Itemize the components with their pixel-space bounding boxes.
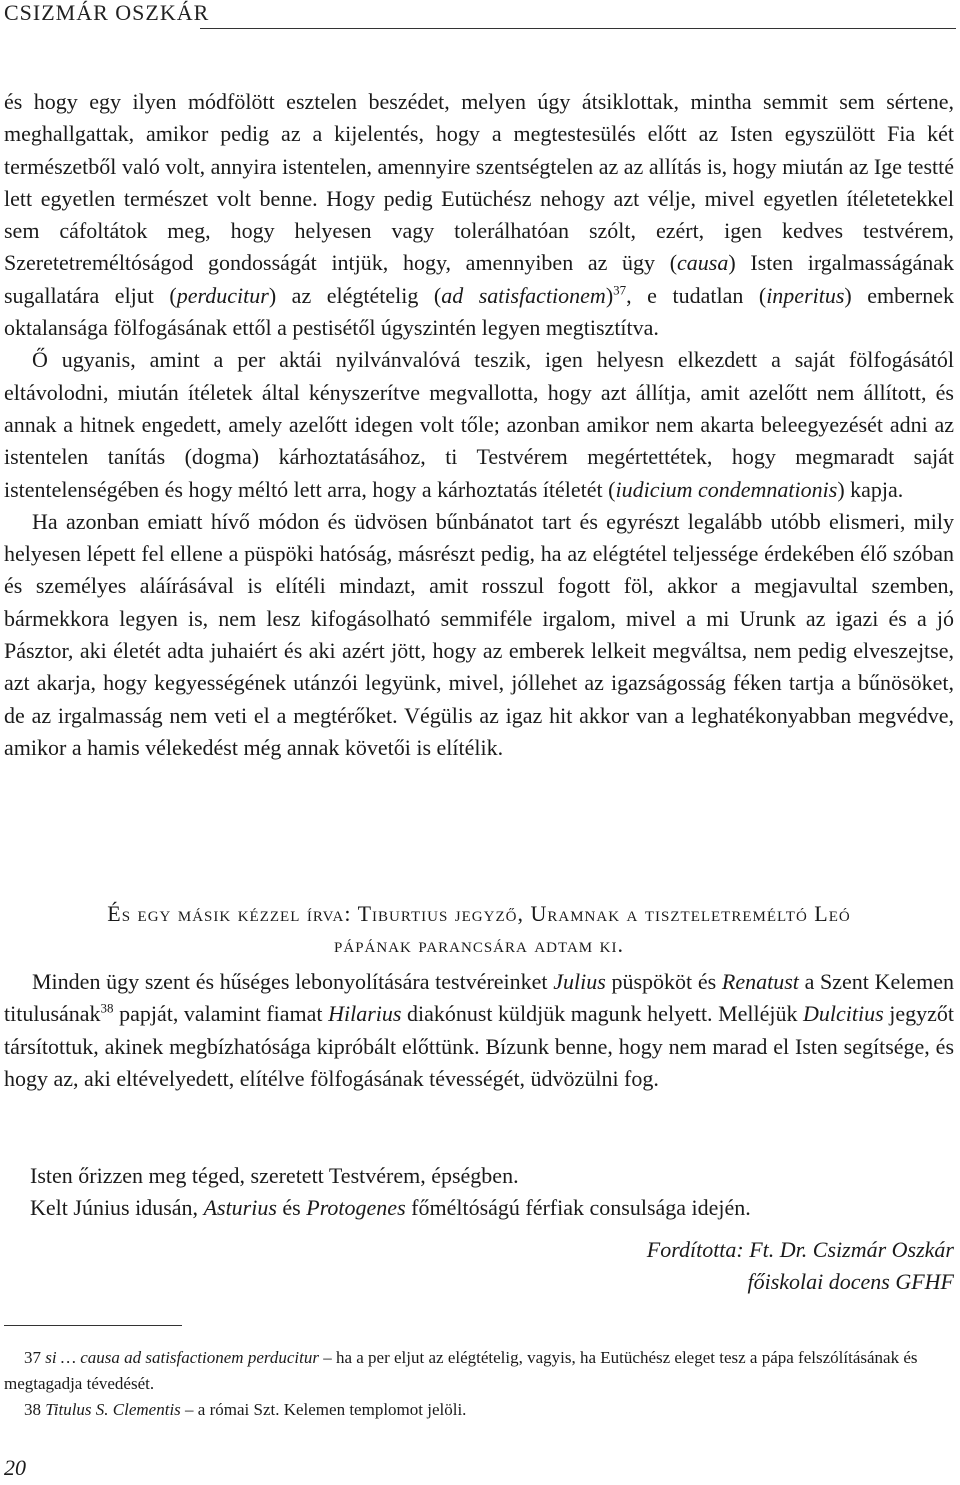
text-run: Ha azonban emiatt hívő módon és üdvösen bűnbánatot tart és egyrészt legalább utóbb elismeri, mily helyesen lépett fel ellene a püspöki hatóság, másrészt pedig, ha az elégtétel teljessége érdekében élő szóban és személyes aláírásával is elítéli mindazt, amit rosszul fogott föl, akkor a megjavultal szemben, bármekkora legyen is, nem lesz kifogásolható semmiféle irgalom, mivel a mi Urunk az igazi és a jó Pásztor, aki életét adta juhaiért és aki azért jött, hogy az emberek lelkeit megváltsa, nem pedig elveszejtse, azt akarja, hogy kegyességének utánzói legyünk, mivel, jóllehet az igazságosság féken tartja a bűnösöket, de az irgalmasság nem veti el a megtérőket. Végülis az igaz hit akkor van a leghatékonyabban megvédve, amikor a hamis vélekedést még annak követői is elítélik. [4,508,954,760]
section-heading-line: pápának parancsára adtam ki. [334,932,624,957]
text-run: jegyzőt társítottuk, akinek megbízhatósága kipróbált előttünk. Bízunk benne, hogy nem marad el Isten segítsége, és hogy az, aki eltévelyedett, elítélve fölfogásának tévességét, üdvözülni fog. [4,1001,954,1091]
text-run: – a római Szt. Kelemen templomot jelöli. [180,1400,467,1419]
latin-term: Dulcitius [803,1001,884,1027]
text-run: 38 [24,1400,46,1419]
text-run: Kelt Június idusán, [30,1195,204,1221]
text-run: és hogy egy ilyen módfölött esztelen beszédet, melyen úgy átsiklottak, mintha semmit sem sértene, meghallgattak, amikor pedig az a kijelentés, hogy a megtestesülés előtt az Isten egyszülött Fia két természetből való volt, annyira istentelen, amennyire szentségtelen az az allítás is, hogy miután az Ige testté lett egyetlen természet volt benne. Hogy pedig Eutüchész nehogy azt vélje, mivel egyetlen ítéletetekkel sem cáfoltátok meg, hogy helyesen vagy tolerálhatóan szólt, ezért, igen kedves testvérem, Szeretetreméltóságod gondosságát intjük, hogy, amennyiben az ügy ( [4,89,954,276]
main-text [4,86,954,764]
latin-term: Titulus S. Clementis [45,1400,181,1419]
closing-line [30,1192,954,1224]
footnote-ref: 38 [100,1000,114,1016]
text-run: a Szent Kelemen titulusának [4,969,954,1027]
footnote-rule [4,1325,182,1326]
signature-line: főiskolai docens GFHF [747,1269,954,1294]
latin-term: perducitur [176,282,269,308]
latin-term: iudicium condemnationis [615,476,838,502]
text-run: püspököt és [605,969,722,994]
paragraph [4,506,954,764]
footnote [4,1397,954,1423]
running-head: CSIZMÁR OSZKÁR [4,0,210,25]
latin-term: Protogenes [306,1195,406,1221]
latin-term: ad satisfactionem [441,282,606,308]
latin-term: Asturius [203,1195,277,1221]
text-run: és [276,1195,307,1221]
text-run: Minden ügy szent és hűséges lebonyolítására testvéreinket [32,969,554,994]
footnote [4,1345,954,1397]
text-run: ) kapja. [837,476,904,502]
paragraph [4,966,954,1095]
signature-line: Fordította: Ft. Dr. Csizmár Oszkár [646,1237,954,1262]
latin-term: Renatust [721,969,799,994]
text-run: papját, valamint fiamat [113,1001,329,1027]
latin-term: Hilarius [328,1001,402,1027]
latin-term: causa [677,250,729,276]
section-heading [4,898,954,960]
closing-block [30,1160,954,1225]
text-run: ) [605,282,614,308]
section-heading-line: És egy másik kézzel írva: Tiburtius jegyző, Uramnak a tiszteletreméltó Leó [107,901,851,926]
text-run: főméltóságú férfiak consulsága idején. [405,1195,751,1221]
text-run: Ő ugyanis, amint a per aktái nyilvánvalóvá teszik, igen helyesn elkezdett a saját fölfogásától eltávolodni, miután ítéletek által kényszerítve megvallotta, hogy azt állítja, amit azelőtt nem állított, és annak a hitnek engedett, amely azelőtt idegen volt tőle; azonban amikor nem akarta beleegyezését adni az istentelen tanítás (dogma) kárhoztatásához, ti Testvérem megértettétek, hogy megmaradt saját istentelenségében és hogy méltó lett arra, hogy a kárhoztatás ítéletét ( [4,347,954,502]
latin-term: Julius [553,969,606,994]
text-run: , e tudatlan ( [626,282,767,308]
page-number: 20 [4,1455,26,1480]
paragraph [4,86,954,344]
latin-term: inperitus [766,282,845,308]
text-run: ) embernek oktalansága fölfogásának ettől a pestisétől úgyszintén legyen megtisztítva. [4,282,955,341]
paragraph [4,344,954,505]
text-run: ) az elégtételig ( [268,282,442,308]
footnote-ref: 37 [613,282,627,298]
closing-line: Isten őrizzen meg téged, szeretett Testvérem, épségben. [30,1163,519,1188]
text-run: 37 [24,1348,46,1367]
text-run: ) Isten irgalmasságának sugallatára eljut ( [4,250,954,308]
text-run: – ha a per eljut az elégtételig, vagyis, ha Eutüchész eleget tesz a pápa felszólításának és megtagadja tévedését. [4,1348,918,1393]
header-rule [200,28,956,29]
footnotes [4,1345,954,1423]
letter-text [4,966,954,1095]
translator-signature [354,1234,954,1298]
latin-term: si … causa ad satisfactionem perducitur [45,1348,319,1367]
text-run: diakónust küldjük magunk helyett. Melléjük [401,1001,804,1027]
